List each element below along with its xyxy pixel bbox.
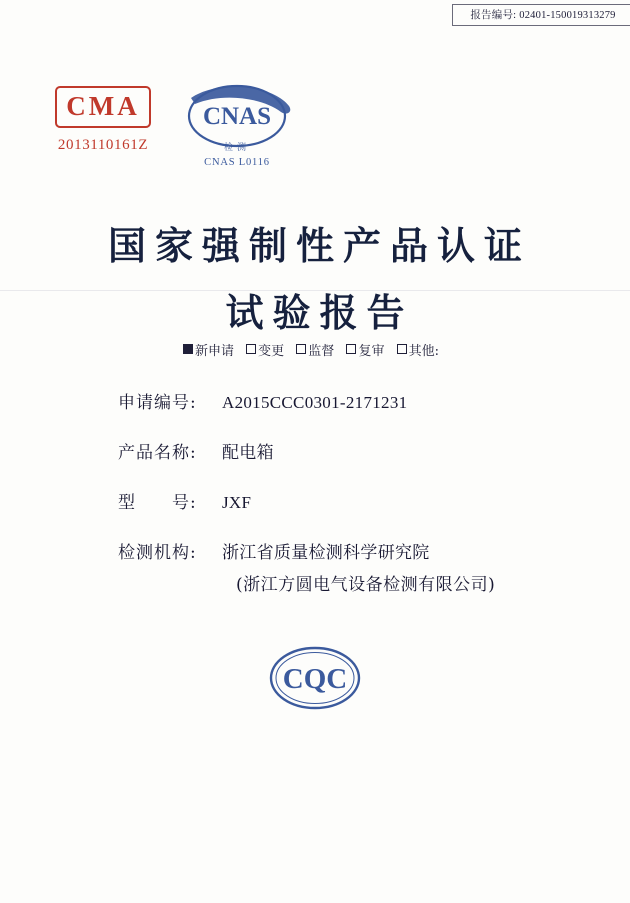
option-new-application[interactable] — [183, 340, 234, 359]
field-product-name — [118, 438, 558, 463]
cqc-mark — [260, 640, 370, 721]
report-number — [452, 4, 630, 26]
field-label-model: 型 号: — [118, 493, 197, 513]
document-title-line1: 国家强制性产品认证 — [107, 223, 531, 268]
option-other[interactable] — [397, 340, 439, 359]
cma-logo-icon — [55, 86, 151, 128]
field-application-number — [118, 388, 558, 413]
cnas-mark — [172, 78, 302, 168]
report-fields — [118, 388, 558, 617]
report-number-value: 02401-150019313279 — [519, 10, 616, 21]
checkbox-other[interactable] — [397, 344, 407, 354]
field-value-application-number: A2015CCC0301-2171231 — [222, 393, 408, 412]
option-label-change: 变更 — [258, 344, 285, 359]
field-value-testing-organization-sub: (浙江方圆电气设备检测有限公司) — [236, 575, 496, 595]
checkbox-new-application[interactable] — [183, 344, 193, 354]
field-model — [118, 488, 558, 513]
option-label-supervision: 监督 — [308, 344, 335, 359]
field-value-testing-organization: 浙江省质量检测科学研究院 — [222, 543, 430, 563]
cma-mark — [38, 86, 168, 154]
option-label-review: 复审 — [358, 344, 385, 359]
cnas-lab-number: CNAS L0116 — [204, 157, 270, 168]
svg-text:CQC: CQC — [282, 663, 348, 695]
field-value-product-name: 配电箱 — [222, 443, 274, 463]
option-change[interactable] — [246, 340, 284, 359]
accreditation-marks — [0, 78, 630, 188]
document-title-line2: 试验报告 — [225, 290, 414, 335]
svg-text:CNAS: CNAS — [202, 103, 272, 130]
cnas-sub-label: 检测 — [223, 142, 250, 152]
checkbox-review[interactable] — [346, 344, 356, 354]
field-label-testing-organization: 检测机构: — [118, 543, 197, 563]
cma-certificate-number: 2013110161Z — [57, 137, 149, 153]
checkbox-supervision[interactable] — [296, 344, 306, 354]
option-label-other: 其他: — [408, 344, 439, 359]
checkbox-change[interactable] — [246, 344, 256, 354]
cqc-logo-icon — [260, 640, 370, 716]
field-value-model: JXF — [222, 493, 252, 512]
option-supervision[interactable] — [296, 340, 334, 359]
application-type-options — [0, 340, 630, 359]
report-number-label: 报告编号: — [470, 10, 517, 21]
field-testing-organization — [118, 538, 558, 563]
option-review[interactable] — [346, 340, 384, 359]
field-label-application-number: 申请编号: — [118, 393, 197, 413]
option-label-new-application: 新申请 — [194, 344, 234, 359]
field-label-product-name: 产品名称: — [118, 443, 197, 463]
cma-logo-text: CMA — [66, 90, 140, 121]
